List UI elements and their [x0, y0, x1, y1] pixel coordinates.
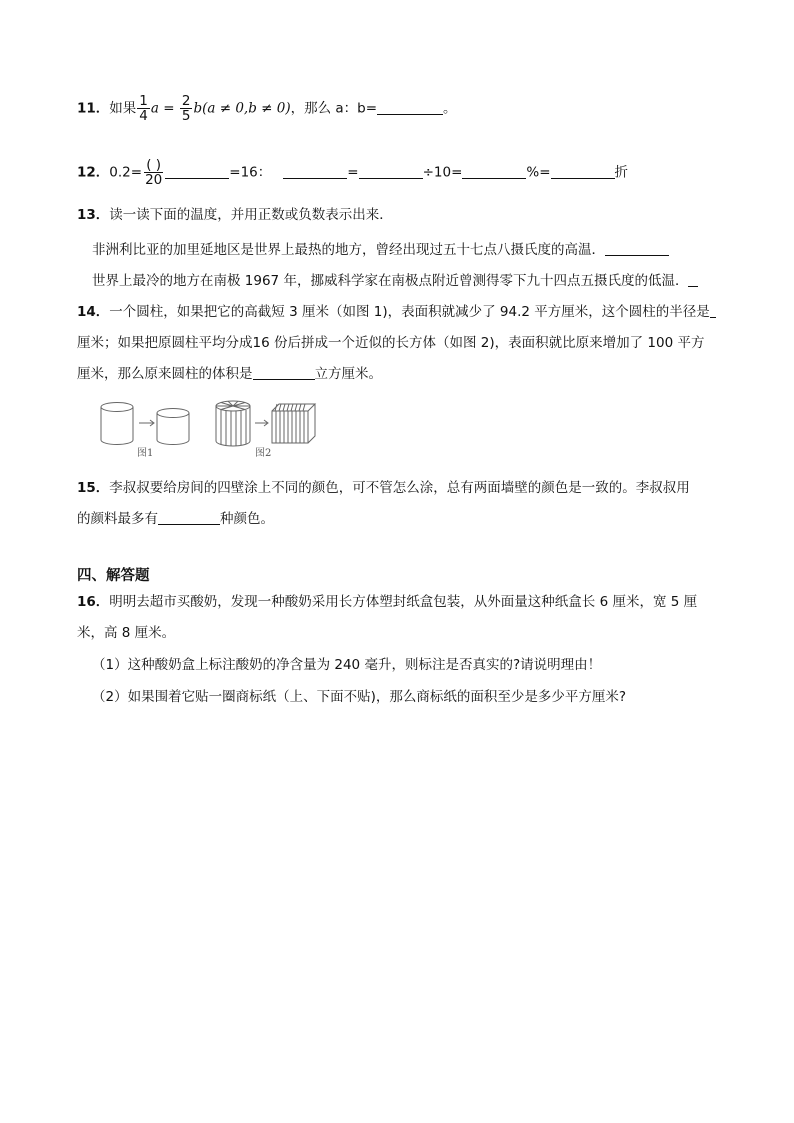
equals-sign: =: [158, 100, 179, 117]
figure-2-caption: 图2: [255, 448, 272, 459]
q16-subquestion-1: （1）这种酸奶盒上标注酸奶的净含量为 240 毫升，则标注是否真实的?请说明理由！: [92, 657, 602, 673]
q14-line-2: 厘米；如果把原圆柱平均分成16 份后拼成一个近似的长方体（如图 2)，表面积就比原来增加了 100 平方: [77, 335, 705, 351]
section-title: 四、解答题: [77, 568, 150, 584]
question-15: 15．李叔叔要给房间的四壁涂上不同的颜色，可不管怎么涂，总有两面墙壁的颜色是一致的。李叔叔用: [77, 480, 690, 496]
q15-line-2: 的颜料最多有 种颜色。: [77, 511, 274, 527]
q11-prefix: 如果: [109, 100, 137, 117]
answer-blank[interactable]: [283, 164, 347, 179]
figure-1-caption: 图1: [137, 448, 154, 459]
answer-blank[interactable]: [377, 100, 443, 115]
answer-blank[interactable]: [710, 303, 716, 318]
q13-item-1: 非洲利比亚的加里延地区是世界上最热的地方，曾经出现过五十七点八摄氏度的高温．: [92, 240, 669, 260]
answer-blank[interactable]: [158, 510, 220, 525]
cylinder-figures: [97, 398, 337, 460]
question-number: 15．: [77, 480, 110, 496]
question-12: 12．0.2= $\frac{( )}{20}$ =16： = ÷10= %= 折: [77, 157, 629, 188]
var-b: b: [193, 100, 203, 117]
question-13: 13．读一读下面的温度，并用正数或负数表示出来．: [77, 207, 393, 223]
fraction-one-quarter: $\frac{1}{4}$: [139, 93, 148, 124]
fraction-two-fifths: $\frac{2}{5}$: [181, 93, 191, 124]
q16-line-2: 米，高 8 厘米。: [77, 625, 176, 641]
figure-1-cylinders: [101, 403, 189, 445]
q14-line-3: 厘米，那么原来圆柱的体积是 立方厘米。: [77, 366, 382, 382]
question-11: 11．如果 $\frac{1}{4}$ a = $\frac{2}{5}$ b(a ≠ 0,b ≠ 0)，那么 a：b= 。: [77, 93, 457, 124]
q11-suffix: ，那么 a：b=: [290, 100, 378, 117]
answer-blank[interactable]: [359, 164, 423, 179]
answer-blank[interactable]: [253, 365, 315, 380]
question-number: 11．: [77, 100, 110, 117]
answer-blank[interactable]: [462, 164, 526, 179]
q16-subquestion-2: （2）如果围着它贴一圈商标纸（上、下面不贴)，那么商标纸的面积至少是多少平方厘米?: [92, 689, 627, 705]
question-14: 14．一个圆柱，如果把它的高截短 3 厘米（如图 1)，表面积就减少了 94.2 平方厘米，这个圆柱的半径是: [77, 302, 716, 322]
q13-item-2: 世界上最冷的地方在南极 1967 年，挪威科学家在南极点附近曾测得零下九十四点五摄氏度的低温．: [92, 271, 698, 291]
var-a: a: [150, 100, 159, 117]
question-number: 16．: [77, 594, 110, 610]
question-number: 13．: [77, 207, 110, 223]
question-number: 12．: [77, 164, 110, 181]
question-16: 16．明明去超市买酸奶，发现一种酸奶采用长方体塑封纸盒包装，从外面量这种纸盒长 6 厘米，宽 5 厘: [77, 594, 698, 610]
question-number: 14．: [77, 304, 110, 320]
answer-blank[interactable]: [165, 164, 229, 179]
fraction-blank-over-20: $\frac{( )}{20}$: [145, 157, 163, 188]
answer-blank[interactable]: [551, 164, 615, 179]
figure-2-cylinder-to-cuboid: [216, 401, 315, 446]
answer-blank[interactable]: [688, 272, 698, 287]
answer-blank[interactable]: [605, 241, 669, 256]
condition: (a ≠ 0,b ≠ 0): [202, 100, 291, 117]
